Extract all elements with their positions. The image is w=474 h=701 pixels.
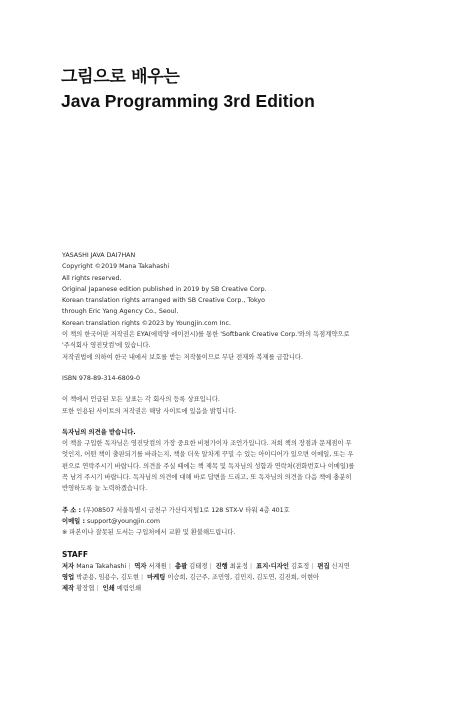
copyright-kr-line: 저작권법에 의하여 한국 내에서 보호를 받는 저작물이므로 무단 전재와 복제를 금합니다. — [62, 353, 303, 361]
trademark-line: 이 책에서 언급된 모든 상표는 각 회사의 등록 상표입니다. — [62, 396, 220, 404]
contact-info — [62, 505, 422, 539]
staff-row: 영업 박준용, 임용수, 김도현 | 마케팅 이승희, 김근주, 조민영, 김민지, 김도연, 김진희, 이현아 — [62, 573, 320, 581]
reader-opinion-heading: 독자님의 의견을 받습니다. — [62, 428, 136, 436]
staff-name: 예림인쇄 — [116, 585, 142, 593]
staff-name: 이승희, 김근주, 조민영, 김민지, 김도연, 김진희, 이현아 — [167, 573, 320, 581]
reader-opinion-line: 편으로 연락주시기 바랍니다. 의견을 주실 때에는 책 제목 및 독자님의 성함과 연락처(전화번호나 이메일)를 — [62, 462, 355, 470]
email-row — [62, 516, 422, 527]
staff-row: 저자 Mana Takahashi | 역자 서재원 | 총괄 김태경 | 진행 최윤정 | 표지·디자인 김효정 | 편집 신지연 — [62, 562, 350, 570]
reader-opinion-line: 이 책을 구입한 독자님은 영진닷컴의 가장 중요한 비평가이자 조언가입니다. 저희 책의 장점과 문제점이 무 — [62, 440, 352, 448]
trademark-line: 또한 인용된 사이트의 저작권은 해당 사이트에 있음을 밝힙니다. — [62, 407, 237, 415]
staff-name: Mana Takahashi — [76, 562, 127, 570]
staff-name: 최윤정 — [229, 562, 248, 570]
staff-name: 박준용, 임용수, 김도현 — [76, 573, 139, 581]
email-label: 이메일 : — [62, 517, 85, 525]
staff-role: 저자 — [62, 562, 75, 570]
staff-name: 김태경 — [189, 562, 208, 570]
staff-role: 표지·디자인 — [256, 562, 289, 570]
original-line: YASASHI JAVA DAI7HAN — [62, 252, 136, 259]
copyright-kr-line: 이 책의 한국어판 저작권은 EYA(에릭양 에이전시)를 통한 'Softbank Creative Corp.'와의 독점계약으로 — [62, 331, 350, 339]
staff-role: 제작 — [62, 585, 75, 593]
address-value: (우)08507 서울특별시 금천구 가산디지털1로 128 STX-V 타워 4층 401호 — [83, 506, 290, 514]
copyright-kr-line: '주식회사 영진닷컴'에 있습니다. — [62, 342, 151, 350]
staff-name: 김효정 — [290, 562, 310, 570]
address-row — [62, 505, 422, 516]
staff-name: 신지연 — [331, 562, 350, 570]
original-line: Korean translation rights ©2023 by Youngjin.com Inc. — [62, 319, 231, 327]
refund-notice: ※ 파본이나 잘못된 도서는 구입처에서 교환 및 환불해드립니다. — [62, 529, 236, 537]
staff-role: 영업 — [62, 573, 75, 581]
address-label: 주 소 : — [62, 506, 82, 514]
original-line: Korean translation rights arranged with SB Creative Corp., Tokyo — [62, 297, 265, 305]
reader-opinion-line: 엇인지, 어떤 책이 출판되기를 바라는지, 책을 더욱 알차게 꾸밀 수 있는 아이디어가 있으면 이메일, 또는 우 — [62, 451, 354, 459]
reader-opinion-line: 꼭 남겨 주시기 바랍니다. 독자님의 의견에 대해 바로 답변을 드리고, 또 독자님의 의견을 다음 책에 충분히 — [62, 474, 352, 482]
original-line: All rights reserved. — [62, 274, 122, 282]
title-english: Java Programming 3rd Edition — [61, 91, 315, 111]
original-line: through Eric Yang Agency Co., Seoul. — [62, 308, 179, 316]
staff-role: 역자 — [134, 562, 147, 570]
title-korean: 그림으로 배우는 — [61, 67, 180, 87]
staff-section — [62, 549, 422, 595]
email-value[interactable]: support@youngjin.com — [86, 517, 160, 525]
trademark-notice — [62, 394, 422, 417]
isbn: ISBN 978-89-314-6809-0 — [62, 374, 141, 382]
staff-role: 편집 — [317, 562, 330, 570]
staff-role: 마케팅 — [147, 573, 166, 581]
staff-row: 제작 황장협 | 인쇄 예림인쇄 — [62, 585, 142, 593]
staff-name: 서재원 — [148, 562, 167, 570]
book-title — [61, 66, 315, 112]
reader-opinion — [62, 427, 422, 495]
original-line: Original Japanese edition published in 2019 by SB Creative Corp. — [62, 285, 267, 293]
colophon — [62, 250, 422, 594]
staff-role: 진행 — [215, 562, 228, 570]
staff-role: 인쇄 — [102, 585, 115, 593]
reader-opinion-line: 반영하도록 늘 노력하겠습니다. — [62, 485, 148, 493]
original-line: Copyright ©2019 Mana Takahashi — [62, 263, 170, 271]
staff-role: 총괄 — [174, 562, 188, 570]
original-rights — [62, 250, 422, 363]
staff-title: STAFF — [62, 549, 88, 559]
staff-name: 황장협 — [76, 585, 95, 593]
